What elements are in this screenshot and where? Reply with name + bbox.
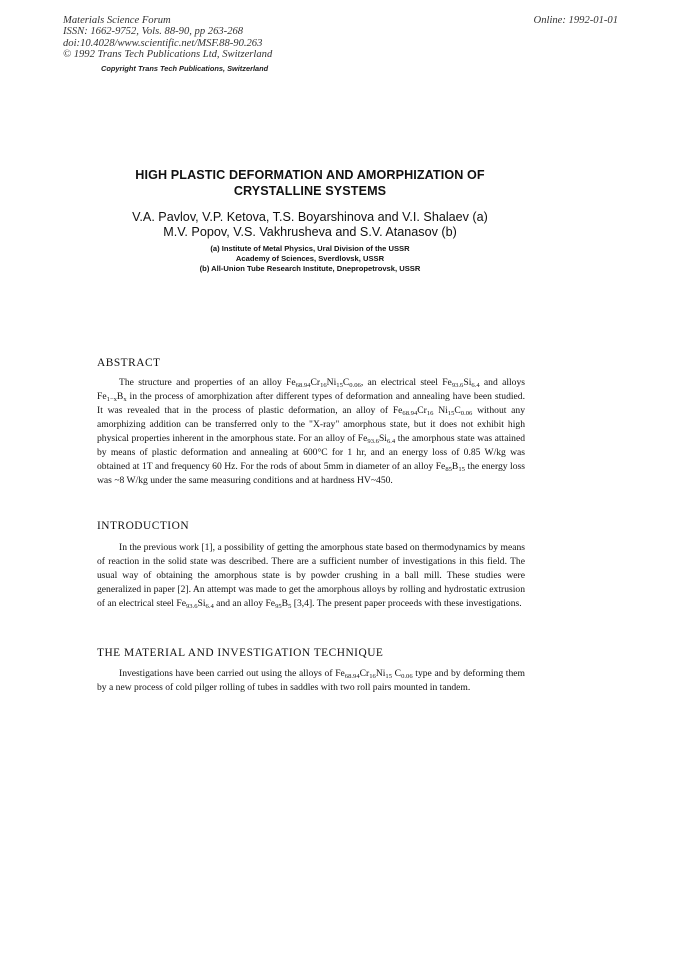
introduction-body: In the previous work [1], a possibility of getting the amorphous state based on thermodynamics by means of reaction in the solid state was described. There are a sufficient number of investigations in this field. The usual way of obtaining the amorphous state is by powder crushing in a ball mill. These studies were generalized in paper [2]. An attempt was made to get the amorphous alloys by rolling and hydrostatic extrusion of an electrical steel $Fe_{93.6}Si_{6.4}$ and an alloy $Fe_{95}B_5$ [3,4]. The present paper proceeds with these investigations. — [97, 542, 525, 610]
authors-line-1: V.A. Pavlov, V.P. Ketova, T.S. Boyarshinova and V.I. Shalaev (a) — [132, 210, 488, 224]
affiliation-a-line-1: (a) Institute of Metal Physics, Ural Division of the USSR — [210, 244, 410, 253]
author-list — [80, 210, 540, 240]
online-date: Online: 1992-01-01 — [533, 15, 618, 26]
copyright-line: © 1992 Trans Tech Publications Ltd, Switzerland — [63, 49, 273, 61]
journal-name: Materials Science Forum — [63, 15, 171, 26]
doi-line: doi:10.4028/www.scientific.net/MSF.88-90.263 — [63, 37, 263, 49]
abstract-body: The structure and properties of an alloy $Fe_{68.94}Cr_{16}Ni_{15}C_{0.06}$, an electrical steel $Fe_{93.6}Si_{6.4}$ and alloys $Fe_{1-x}B_x$ in the process of amorphization after different types of deformation and annealing have been studied. It was revealed that in the process of plastic deformation, an alloy of $Fe_{68.94}Cr_{16}$ $Ni_{15}C_{0.06}$ without any amorphizing addition can be transferred only to the "X-ray" amorphous state, but it does not exhibit high physical properties inherent in the amorphous state. For an alloy of $Fe_{93.6}Si_{6.4}$ the amorphous state was attained by means of plastic deformation and annealing at 600°C for 1 hr, and an energy loss of 0.85 W/kg was obtained at 1T and frequency 60 Hz. For the rods of about 5mm in diameter of an alloy $Fe_{85}B_{15}$ the energy loss was ~8 W/kg under the same measuring conditions and at hardness HV~450. — [97, 377, 526, 486]
issn-line: ISSN: 1662-9752, Vols. 88-90, pp 263-268 — [63, 26, 244, 38]
journal-header — [63, 15, 272, 61]
affiliation-a-line-2: Academy of Sciences, Sverdlovsk, USSR — [235, 254, 385, 264]
copyright-small: Copyright Trans Tech Publications, Switzerland — [101, 64, 269, 73]
title-line-2: CRYSTALLINE SYSTEMS — [233, 184, 387, 198]
introduction-heading: INTRODUCTION — [97, 520, 190, 532]
material-heading: THE MATERIAL AND INVESTIGATION TECHNIQUE — [97, 647, 384, 659]
title-line-1: HIGH PLASTIC DEFORMATION AND AMORPHIZATION OF — [135, 168, 485, 182]
affiliation-b-line-1: (b) All-Union Tube Research Institute, Dnepropetrovsk, USSR — [199, 264, 421, 274]
authors-line-2: M.V. Popov, V.S. Vakhrusheva and S.V. Atanasov (b) — [163, 225, 457, 239]
material-body: Investigations have been carried out using the alloys of $Fe_{68.94}Cr_{16}Ni_{15}$ $C_{0.06}$ type and by deforming them by a new process of cold pilger rolling of tubes in saddles with two roll pairs mounted in tandem. — [97, 668, 525, 693]
paper-title — [80, 167, 540, 199]
affiliations — [80, 244, 540, 275]
abstract-heading: ABSTRACT — [97, 357, 161, 369]
